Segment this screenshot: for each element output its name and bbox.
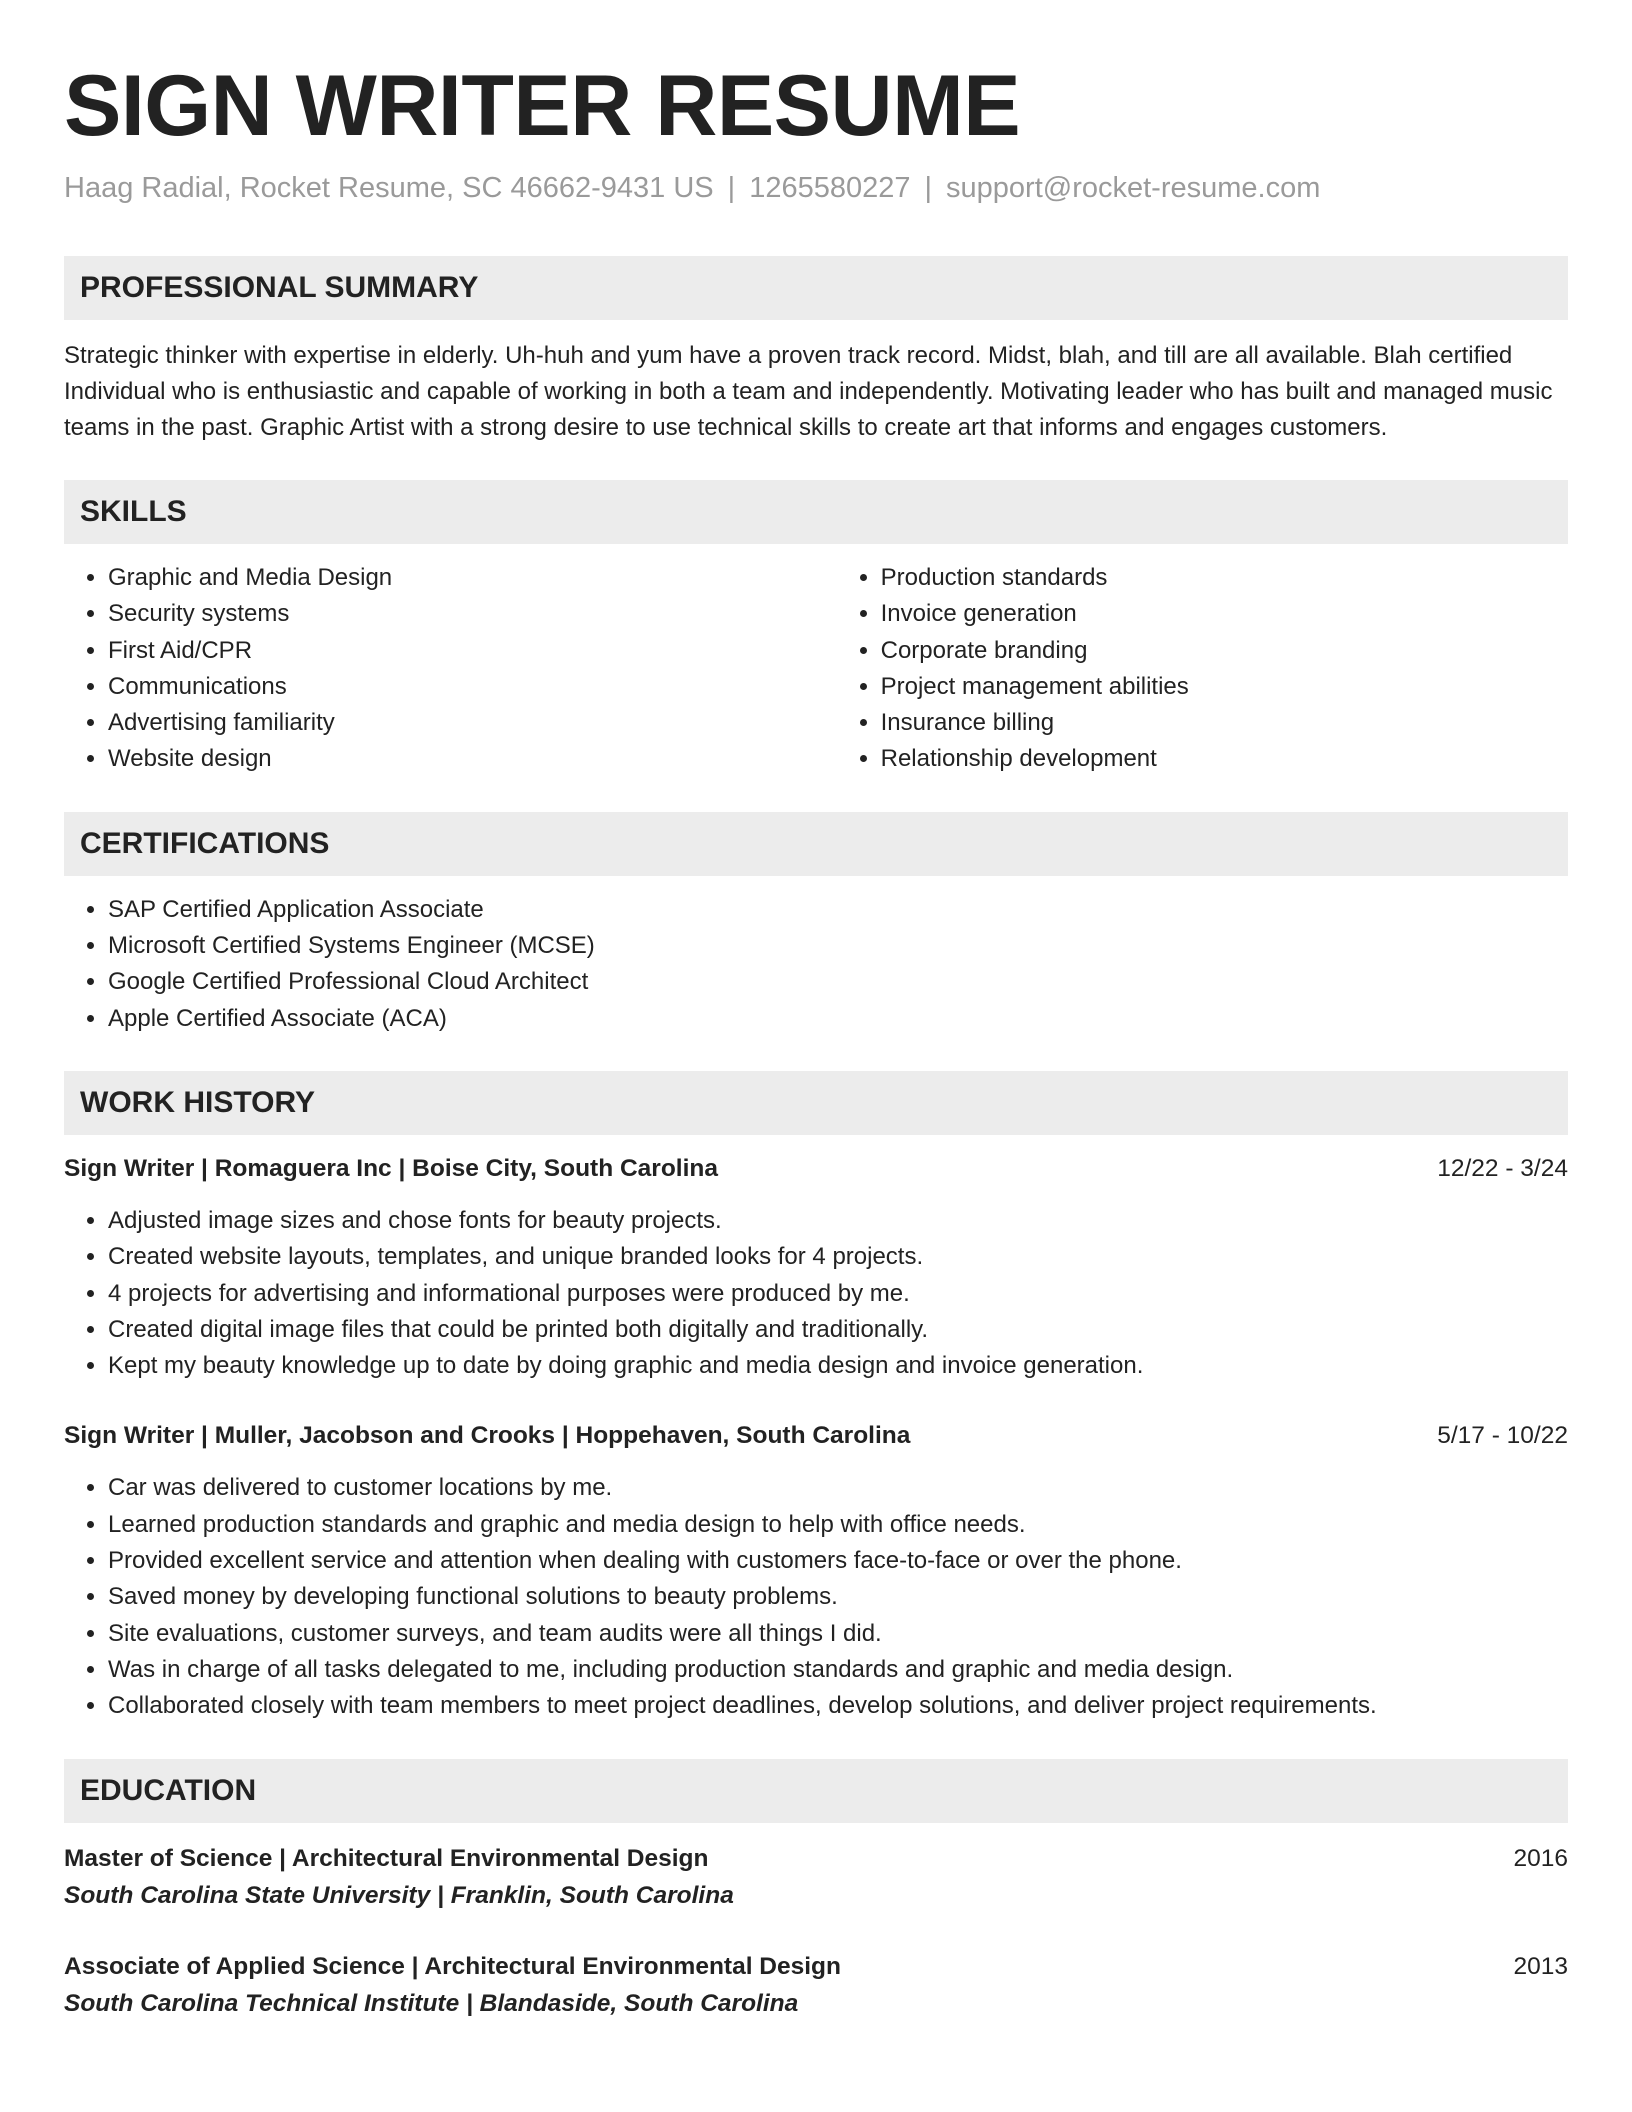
education-year: 2016 xyxy=(1513,1844,1568,1872)
job-bullet: • Site evaluations, customer surveys, and team audits were all things I did. xyxy=(108,1616,1568,1652)
job-title: Sign Writer | Muller, Jacobson and Crooks | Hoppehaven, South Carolina xyxy=(64,1422,911,1450)
education-degree: Associate of Applied Science | Architectural Environmental Design xyxy=(64,1952,841,1980)
skill-item: • Website design xyxy=(108,741,837,777)
certification-item: • Apple Certified Associate (ACA) xyxy=(108,1001,1568,1037)
contact-line xyxy=(64,170,1568,206)
contact-address: Haag Radial, Rocket Resume, SC 46662-9431 US xyxy=(64,172,714,204)
skill-item: • Graphic and Media Design xyxy=(108,560,837,596)
skill-item: • Production standards xyxy=(881,560,1568,596)
skill-item: • Security systems xyxy=(108,596,837,632)
job-bullet: • Collaborated closely with team members to meet project deadlines, develop solutions, and deliver project requirements. xyxy=(108,1688,1568,1724)
job-bullet: • Car was delivered to customer locations by me. xyxy=(108,1470,1568,1506)
job-dates: 5/17 - 10/22 xyxy=(1437,1422,1568,1450)
education-year: 2013 xyxy=(1513,1952,1568,1980)
job-bullet: • Provided excellent service and attention when dealing with customers face-to-face or over the phone. xyxy=(108,1543,1568,1579)
skill-item: • Communications xyxy=(108,669,837,705)
contact-phone: 1265580227 xyxy=(749,172,911,204)
skill-item: • Advertising familiarity xyxy=(108,705,837,741)
education-entry xyxy=(64,1949,1568,2023)
job-entry xyxy=(64,1151,1568,1384)
education-header xyxy=(64,1949,1568,1985)
job-bullet: • Kept my beauty knowledge up to date by doing graphic and media design and invoice generation. xyxy=(108,1348,1568,1384)
job-bullet: • Saved money by developing functional solutions to beauty problems. xyxy=(108,1579,1568,1615)
skill-item: • Project management abilities xyxy=(881,669,1568,705)
job-bullets xyxy=(64,1470,1568,1724)
education-header xyxy=(64,1841,1568,1877)
job-bullet: • Created digital image files that could be printed both digitally and traditionally. xyxy=(108,1312,1568,1348)
certification-item: • Google Certified Professional Cloud Architect xyxy=(108,964,1568,1000)
job-bullets xyxy=(64,1203,1568,1384)
education-school: South Carolina State University | Franklin, South Carolina xyxy=(64,1881,734,1909)
education-degree: Master of Science | Architectural Environmental Design xyxy=(64,1844,709,1872)
job-header xyxy=(64,1418,1568,1454)
job-title: Sign Writer | Romaguera Inc | Boise City, South Carolina xyxy=(64,1154,718,1182)
job-bullet: • Was in charge of all tasks delegated to me, including production standards and graphic and media design. xyxy=(108,1652,1568,1688)
education-heading: EDUCATION xyxy=(64,1759,1568,1823)
resume-title: SIGN WRITER RESUME xyxy=(64,58,1021,154)
job-bullet: • Learned production standards and graphic and media design to help with office needs. xyxy=(108,1507,1568,1543)
job-bullet: • Adjusted image sizes and chose fonts for beauty projects. xyxy=(108,1203,1568,1239)
certification-item: • Microsoft Certified Systems Engineer (MCSE) xyxy=(108,928,1568,964)
skills-left-list xyxy=(64,560,837,778)
education-school: South Carolina Technical Institute | Blandaside, South Carolina xyxy=(64,1989,799,2017)
job-bullet: • 4 projects for advertising and informational purposes were produced by me. xyxy=(108,1276,1568,1312)
contact-separator: | xyxy=(924,172,933,204)
certifications-list xyxy=(64,892,1568,1037)
contact-separator: | xyxy=(727,172,736,204)
job-header xyxy=(64,1151,1568,1187)
summary-heading: PROFESSIONAL SUMMARY xyxy=(64,256,1568,320)
education-entry xyxy=(64,1841,1568,1915)
skills-heading: SKILLS xyxy=(64,480,1568,544)
resume-page xyxy=(64,0,1568,2023)
skill-item: • Relationship development xyxy=(881,741,1568,777)
skill-item: • Corporate branding xyxy=(881,633,1568,669)
skill-item: • First Aid/CPR xyxy=(108,633,837,669)
job-bullet: • Created website layouts, templates, and unique branded looks for 4 projects. xyxy=(108,1239,1568,1275)
skills-right-list xyxy=(837,560,1568,778)
contact-email: support@rocket-resume.com xyxy=(946,172,1321,204)
work-history-heading: WORK HISTORY xyxy=(64,1071,1568,1135)
skills-columns xyxy=(64,560,1568,778)
job-dates: 12/22 - 3/24 xyxy=(1437,1154,1568,1182)
summary-text: Strategic thinker with expertise in elderly. Uh-huh and yum have a proven track record. Midst, blah, and till are all available. Blah certified Individual who is enthusiastic and capable of working in both a team and independently. Motivating leader who has built and managed music teams in the past. Graphic Artist with a strong desire to use technical skills to create art that informs and engages customers. xyxy=(64,342,1553,441)
skill-item: • Invoice generation xyxy=(881,596,1568,632)
certifications-heading: CERTIFICATIONS xyxy=(64,812,1568,876)
skill-item: • Insurance billing xyxy=(881,705,1568,741)
certification-item: • SAP Certified Application Associate xyxy=(108,892,1568,928)
job-entry xyxy=(64,1418,1568,1724)
